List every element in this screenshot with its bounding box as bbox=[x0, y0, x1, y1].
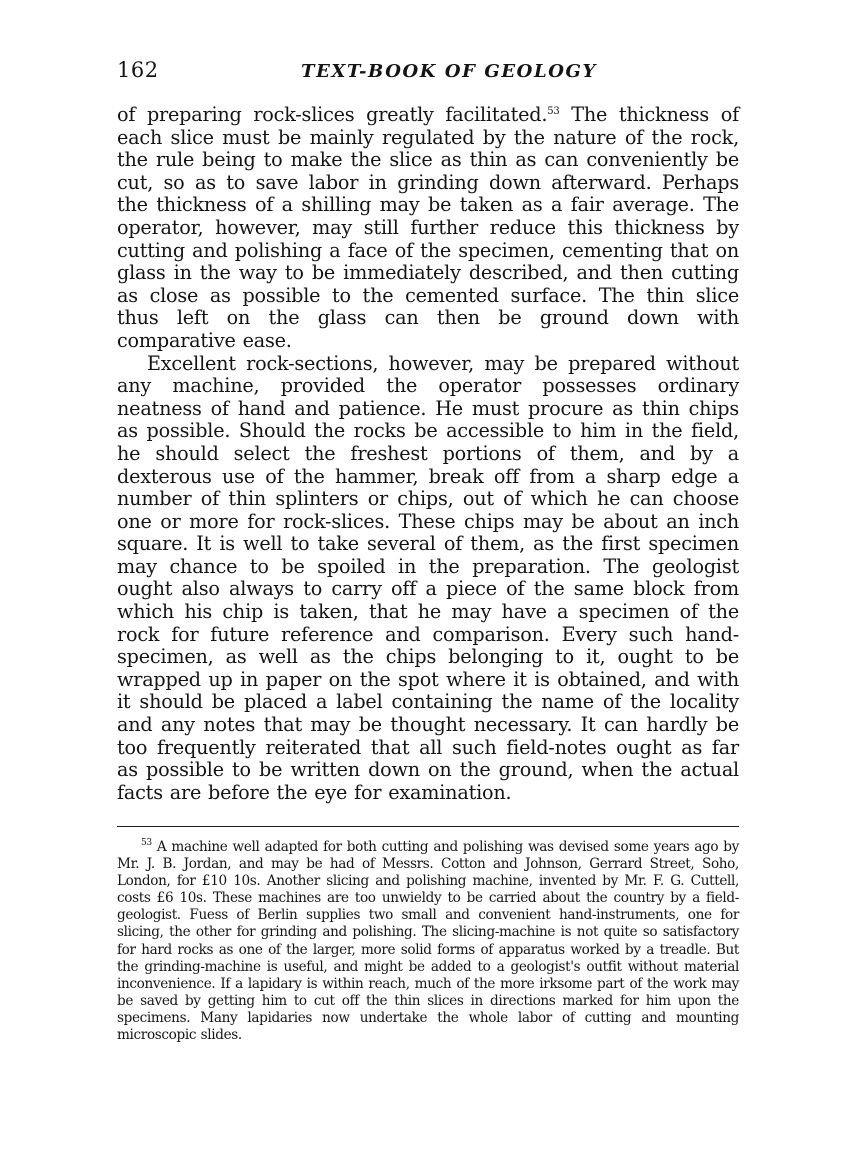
footnote-number: 53 bbox=[141, 838, 152, 848]
page-number: 162 bbox=[117, 58, 159, 82]
running-head: TEXT-BOOK OF GEOLOGY bbox=[301, 61, 597, 82]
main-text bbox=[117, 104, 739, 804]
footnote-text: A machine well adapted for both cutting and polishing was devised some years ago by Mr. J. B. Jordan, and may be had of Messrs. Cotton and Johnson, Gerrard Street, Soho, London, for £10 10s. Another slicing and polishing machine, invented by Mr. F. G. Cuttell, costs £6 10s. These machines are too unwieldy to be carried about the country by a field-geologist. Fuess of Berlin supplies two small and convenient hand-instruments, one for slicing, the other for grinding and polishing. The slicing-machine is not quite so satisfactory for hard rocks as one of the larger, more solid forms of apparatus worked by a treadle. But the grinding-machine is useful, and might be added to a geologist's outfit without material inconvenience. If a lapidary is within reach, much of the more irksome part of the work may be saved by getting him to cut off the thin slices in directions marked for him upon the specimens. Many lapidaries now undertake the whole labor of cutting and mounting microscopic slides. bbox=[117, 839, 739, 1044]
paragraph-1 bbox=[117, 104, 739, 353]
footnote-reference: 53 bbox=[547, 106, 560, 117]
page-header bbox=[117, 58, 739, 86]
footnote bbox=[117, 839, 739, 1044]
footnote-divider bbox=[117, 826, 739, 827]
paragraph-2: Excellent rock-sections, however, may be prepared without any machine, provided the operator possesses ordinary neatness of hand and patience. He must procure as thin chips as possible. Should the rocks be accessible to him in the field, he should select the freshest portions of them, and by a dexterous use of the hammer, break off from a sharp edge a number of thin splinters or chips, out of which he can choose one or more for rock-slices. These chips may be about an inch square. It is well to take several of them, as the first specimen may chance to be spoiled in the preparation. The geologist ought also always to carry off a piece of the same block from which his chip is taken, that he may have a specimen of the rock for future reference and comparison. Every such hand-specimen, as well as the chips belonging to it, ought to be wrapped up in paper on the spot where it is obtained, and with it should be placed a label containing the name of the locality and any notes that may be thought necessary. It can hardly be too frequently reiterated that all such field-notes ought as far as possible to be written down on the ground, when the actual facts are before the eye for examination. bbox=[117, 351, 739, 804]
paragraph-1-rest: The thickness of each slice must be mainly regulated by the nature of the rock, the rule being to make the slice as thin as can conveniently be cut, so as to save labor in grinding down afterward. Perhaps the thickness of a shilling may be taken as a fair average. The operator, however, may still further reduce this thickness by cutting and polishing a face of the specimen, cementing that on glass in the way to be immediately described, and then cutting as close as possible to the cemented surface. The thin slice thus left on the glass can then be ground down with comparative ease. bbox=[117, 103, 740, 352]
paragraph-1-start: of preparing rock-slices greatly facilitated. bbox=[117, 103, 548, 126]
